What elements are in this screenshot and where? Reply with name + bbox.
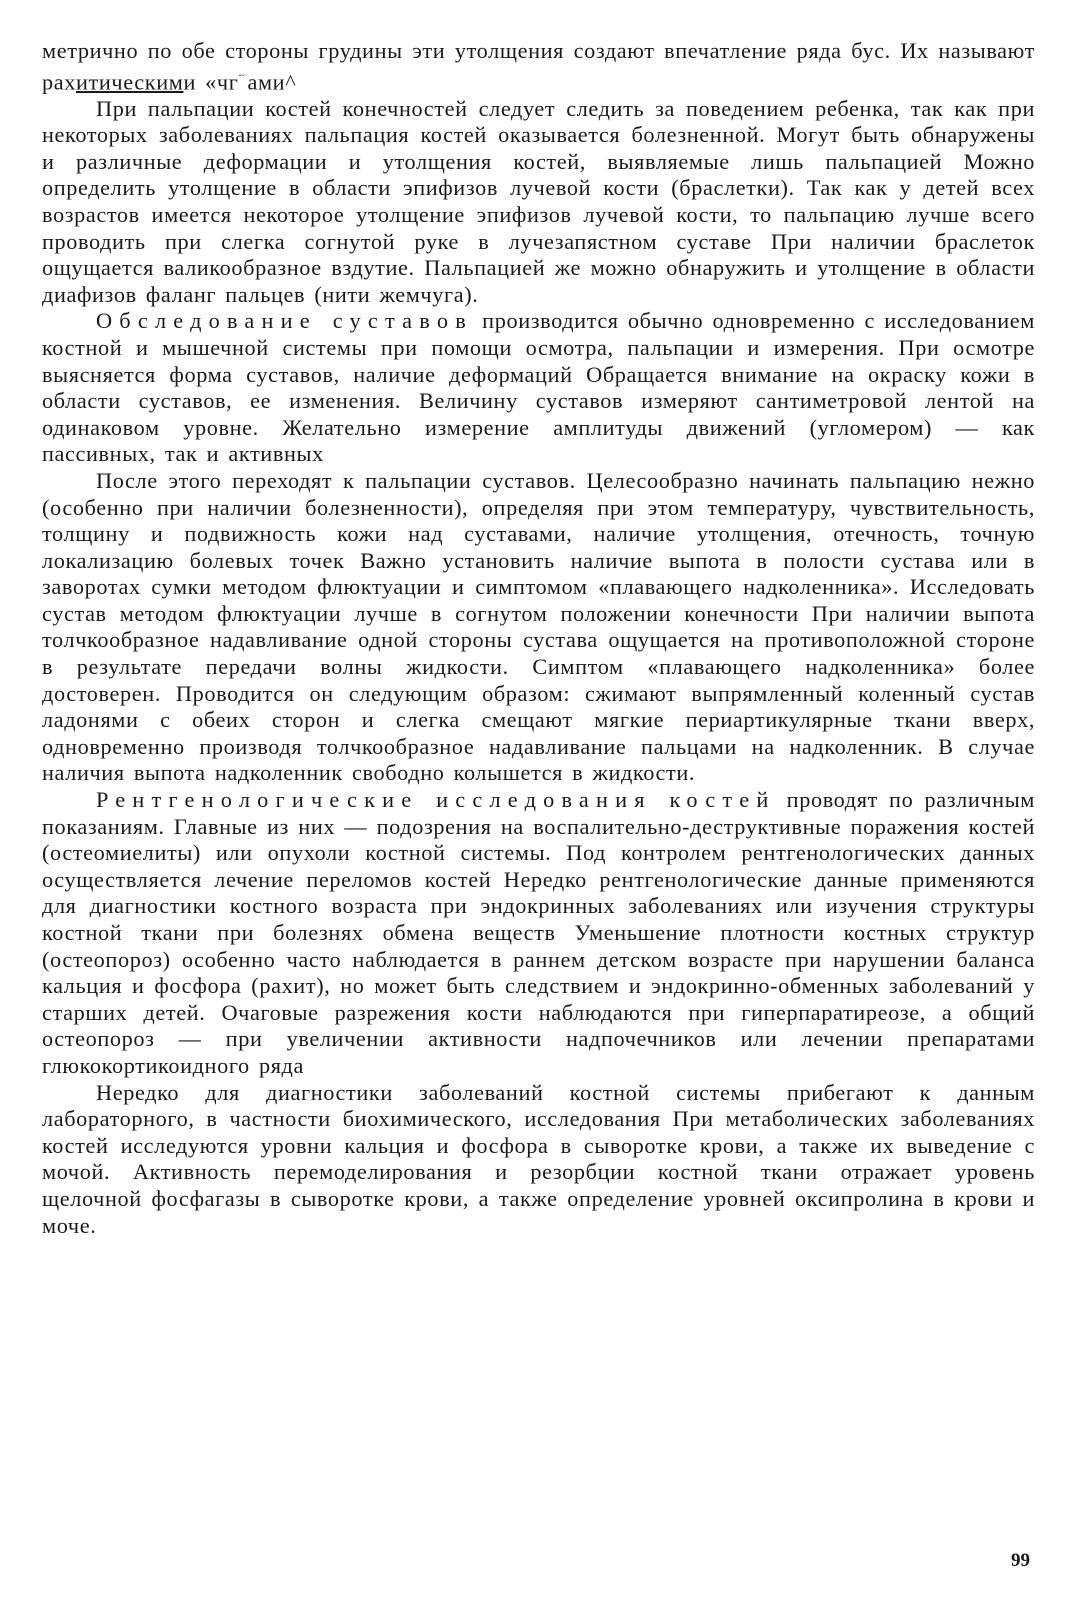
page-body (42, 38, 1035, 1239)
print-artifact: ˇ˘˙ (238, 72, 248, 83)
paragraph-continuation (42, 38, 1035, 96)
paragraph-lab-studies: Нередко для диагностики заболеваний костной системы прибегают к данным лабораторного, в частности биохимического, исследования При метаболических заболеваниях костей исследуются уровни кальция и фосфора в сыворотке крови, а также их выведение с мочой. Активность перемоделирования и резорбции костной ткани отражает уровень щелочной фосфагазы в сыворотке крови, а также определение уровней оксипролина в крови и моче. (42, 1079, 1035, 1238)
paragraph-text: ами^ (247, 69, 297, 95)
paragraph-bone-palpation: При пальпации костей конечностей следует следить за поведением ребенка, так как при некоторых заболеваниях пальпация костей оказывается болезненной. Могут быть обнаружены и различные деформации и утолщения костей, выявляемые лишь пальпацией Можно определить утолщение в области эпифизов лучевой кости (браслетки). Так как у детей всех возрастов имеется некоторое утолщение эпифизов лучевой кости, то пальпацию лучше всего проводить при слегка согнутой руке в лучезапястном суставе При наличии браслеток ощущается валикообразное вздутие. Пальпацией же можно обнаружить и утолщение в области диафизов фаланг пальцев (нити жемчуга). (42, 95, 1035, 307)
paragraph-text: метрично по обе стороны грудины эти утолщения создают впечатление ряда бус. Их называют рах (42, 38, 1035, 95)
paragraph-text: и «чг (183, 69, 239, 95)
paragraph-text: проводят по различным показаниям. Главные из них — подозрения на воспалительно-деструктивные поражения костей (остеомиелиты) или опухоли костной системы. Под контролем рентгенологических данных осуществляется лечение переломов костей Нередко рентгенологические данные применяются для диагностики костного возраста при эндокринных заболеваниях или изучения структуры костной ткани при болезнях обмена веществ Уменьшение плотности костных структур (остеопороз) особенно часто наблюдается в раннем детском возрасте при нарушении баланса кальция и фосфора (рахит), но может быть следствием и эндокринно-обменных заболеваний у старших детей. Очаговые разрежения кости наблюдаются при гиперпаратиреозе, а общий остеопороз — при увеличении активности надпочечников или лечении препаратами глюкокортикоидного ряда (42, 787, 1036, 1078)
paragraph-joint-examination (42, 308, 1035, 468)
section-lead-term: Обследование суставов (96, 308, 473, 334)
section-lead-term: Рентгенологические исследования костей (96, 787, 776, 813)
paragraph-text: производится обычно одновременно с исследованием костной и мышечной системы при помощи осмотра, пальпации и измерения. При осмотре выясняется форма суставов, наличие деформаций Обращается внимание на окраску кожи в области суставов, ее изменения. Величину суставов измеряют сантиметровой лентой на одинаковом уровне. Желательно измерение амплитуды движений (угломером) — как пассивных, так и активных (42, 308, 1036, 467)
underlined-term: итическим (76, 69, 184, 95)
paragraph-joint-palpation: После этого переходят к пальпации суставов. Целесообразно начинать пальпацию нежно (особенно при наличии болезненности), определяя при этом температуру, чувствительность, толщину и подвижность кожи над суставами, наличие утолщения, отечность, точную локализацию болевых точек Важно установить наличие выпота в полости сустава или в заворотах сумки методом флюктуации и симптомом «плавающего надколенника». Исследовать сустав методом флюктуации лучше в согнутом положении конечности При наличии выпота толчкообразное надавливание одной стороны сустава ощущается на противоположной стороне в результате передачи волны жидкости. Симптом «плавающего надколенника» более достоверен. Проводится он следующим образом: сжимают выпрямленный коленный сустав ладонями с обеих сторон и слегка смещают мягкие периартикулярные ткани вверх, одновременно производя толчкообразное надавливание пальцами на надколенник. В случае наличия выпота надколенник свободно колышется в жидкости. (42, 467, 1035, 786)
page-number: 99 (1011, 1550, 1030, 1571)
paragraph-xray-studies (42, 787, 1035, 1080)
